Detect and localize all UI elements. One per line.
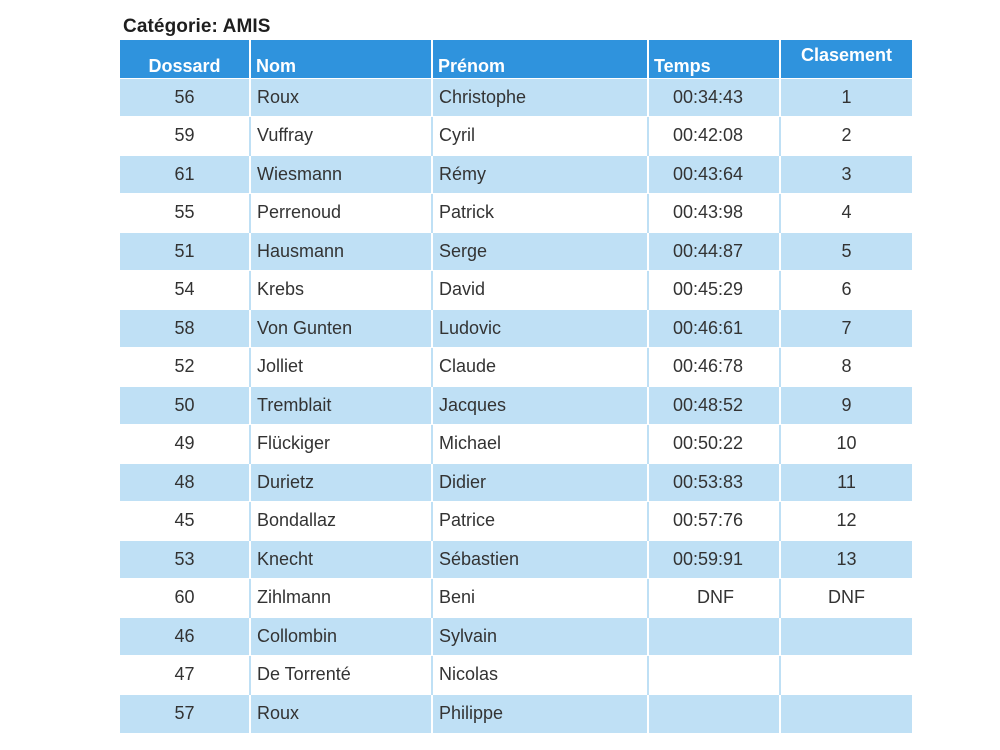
classement-cell: [780, 617, 912, 656]
temps-cell: 00:48:52: [648, 386, 780, 425]
dossard-cell: 48: [120, 463, 250, 502]
prenom-cell: Sébastien: [432, 540, 648, 579]
classement-cell: 1: [780, 78, 912, 117]
temps-cell: 00:46:61: [648, 309, 780, 348]
table-row: [120, 617, 912, 656]
prenom-cell: Jacques: [432, 386, 648, 425]
temps-cell: DNF: [648, 579, 780, 618]
table-row: [120, 232, 912, 271]
temps-cell: 00:53:83: [648, 463, 780, 502]
classement-cell: [780, 694, 912, 733]
dossard-cell: 49: [120, 425, 250, 464]
classement-cell: 8: [780, 348, 912, 387]
classement-cell: 5: [780, 232, 912, 271]
dossard-cell: 57: [120, 694, 250, 733]
temps-cell: 00:43:64: [648, 155, 780, 194]
prenom-cell: Ludovic: [432, 309, 648, 348]
nom-cell: Durietz: [250, 463, 432, 502]
prenom-cell: Beni: [432, 579, 648, 618]
classement-cell: 13: [780, 540, 912, 579]
table-row: [120, 155, 912, 194]
nom-cell: Tremblait: [250, 386, 432, 425]
temps-cell: 00:43:98: [648, 194, 780, 233]
nom-cell: Wiesmann: [250, 155, 432, 194]
nom-cell: Krebs: [250, 271, 432, 310]
nom-cell: Roux: [250, 694, 432, 733]
dossard-cell: 60: [120, 579, 250, 618]
classement-cell: 7: [780, 309, 912, 348]
dossard-cell: 46: [120, 617, 250, 656]
dossard-cell: 53: [120, 540, 250, 579]
temps-cell: 00:50:22: [648, 425, 780, 464]
temps-cell: 00:34:43: [648, 78, 780, 117]
prenom-cell: David: [432, 271, 648, 310]
nom-cell: Perrenoud: [250, 194, 432, 233]
table-row: [120, 194, 912, 233]
classement-cell: 12: [780, 502, 912, 541]
classement-cell: 9: [780, 386, 912, 425]
prenom-cell: Didier: [432, 463, 648, 502]
nom-cell: De Torrenté: [250, 656, 432, 695]
classement-cell: 3: [780, 155, 912, 194]
classement-cell: DNF: [780, 579, 912, 618]
dossard-cell: 51: [120, 232, 250, 271]
classement-cell: 11: [780, 463, 912, 502]
table-row: [120, 348, 912, 387]
dossard-cell: 45: [120, 502, 250, 541]
classement-cell: 2: [780, 117, 912, 156]
prenom-cell: Michael: [432, 425, 648, 464]
table-row: [120, 540, 912, 579]
nom-cell: Von Gunten: [250, 309, 432, 348]
prenom-cell: Nicolas: [432, 656, 648, 695]
prenom-cell: Claude: [432, 348, 648, 387]
dossard-cell: 58: [120, 309, 250, 348]
temps-cell: 00:44:87: [648, 232, 780, 271]
temps-cell: 00:46:78: [648, 348, 780, 387]
temps-cell: 00:42:08: [648, 117, 780, 156]
results-table: [120, 40, 912, 733]
dossard-cell: 50: [120, 386, 250, 425]
dossard-cell: 59: [120, 117, 250, 156]
temps-cell: 00:59:91: [648, 540, 780, 579]
table-row: [120, 694, 912, 733]
nom-cell: Vuffray: [250, 117, 432, 156]
nom-cell: Jolliet: [250, 348, 432, 387]
category-title: Catégorie: AMIS: [123, 16, 271, 37]
table-row: [120, 425, 912, 464]
nom-cell: Roux: [250, 78, 432, 117]
dossard-cell: 54: [120, 271, 250, 310]
nom-cell: Bondallaz: [250, 502, 432, 541]
nom-cell: Hausmann: [250, 232, 432, 271]
column-header-temps: Temps: [648, 40, 780, 78]
table-row: [120, 502, 912, 541]
classement-cell: 6: [780, 271, 912, 310]
column-header-prenom: Prénom: [432, 40, 648, 78]
temps-cell: [648, 694, 780, 733]
table-row: [120, 579, 912, 618]
temps-cell: 00:45:29: [648, 271, 780, 310]
table-row: [120, 78, 912, 117]
table-row: [120, 656, 912, 695]
nom-cell: Flückiger: [250, 425, 432, 464]
prenom-cell: Christophe: [432, 78, 648, 117]
prenom-cell: Cyril: [432, 117, 648, 156]
table-row: [120, 463, 912, 502]
table-header-row: [120, 40, 912, 78]
temps-cell: [648, 617, 780, 656]
dossard-cell: 47: [120, 656, 250, 695]
classement-cell: 4: [780, 194, 912, 233]
nom-cell: Knecht: [250, 540, 432, 579]
prenom-cell: Serge: [432, 232, 648, 271]
temps-cell: 00:57:76: [648, 502, 780, 541]
dossard-cell: 61: [120, 155, 250, 194]
results-body: [120, 78, 912, 733]
table-row: [120, 117, 912, 156]
column-header-classement: Clasement: [800, 45, 893, 66]
table-row: [120, 309, 912, 348]
nom-cell: Zihlmann: [250, 579, 432, 618]
prenom-cell: Philippe: [432, 694, 648, 733]
classement-cell: 10: [780, 425, 912, 464]
prenom-cell: Patrice: [432, 502, 648, 541]
nom-cell: Collombin: [250, 617, 432, 656]
prenom-cell: Rémy: [432, 155, 648, 194]
dossard-cell: 55: [120, 194, 250, 233]
column-header-dossard: Dossard: [120, 40, 250, 78]
table-row: [120, 386, 912, 425]
dossard-cell: 52: [120, 348, 250, 387]
dossard-cell: 56: [120, 78, 250, 117]
table-row: [120, 271, 912, 310]
temps-cell: [648, 656, 780, 695]
prenom-cell: Sylvain: [432, 617, 648, 656]
column-header-nom: Nom: [250, 40, 432, 78]
prenom-cell: Patrick: [432, 194, 648, 233]
classement-cell: [780, 656, 912, 695]
